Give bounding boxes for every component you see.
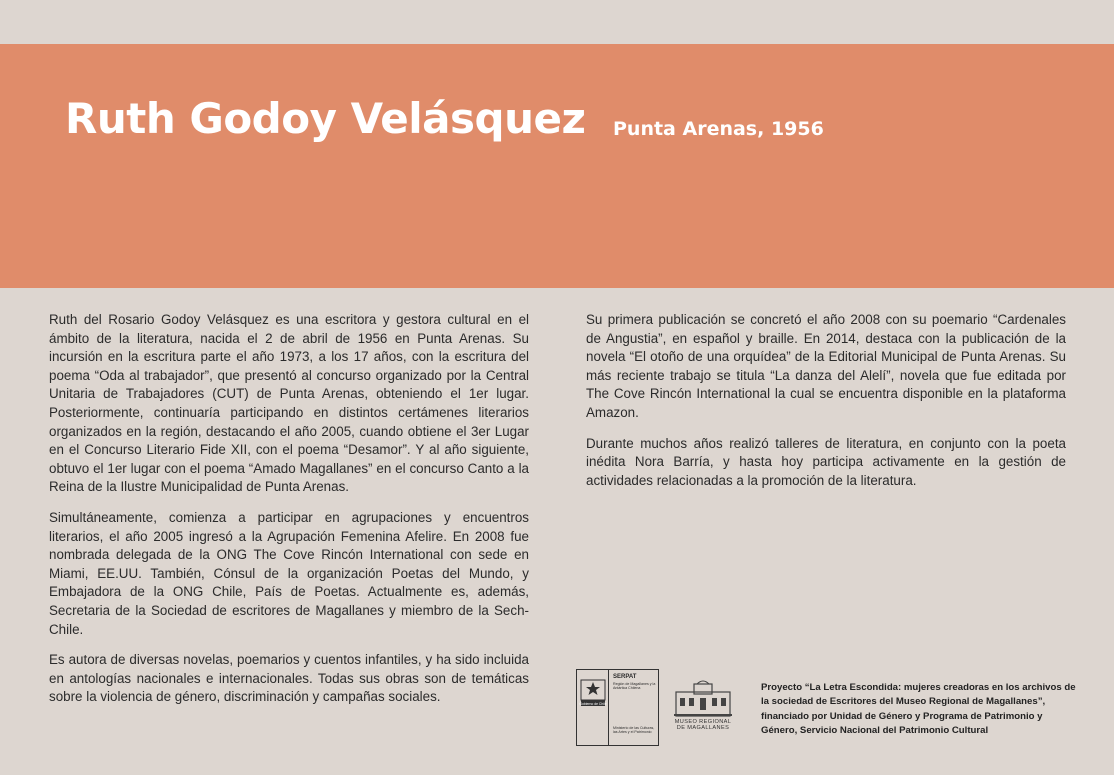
museum-building-icon: [670, 680, 736, 718]
museo-text: MUSEO REGIONAL DE MAGALLANES: [674, 719, 732, 732]
page-title: Ruth Godoy Velásquez: [65, 94, 586, 143]
serpat-region: Región de Magallanes y la Antártica Chilena: [613, 682, 656, 691]
paragraph: Ruth del Rosario Godoy Velásquez es una escritora y gestora cultural en el ámbito de la literatura, nacida el 2 de abril de 1956 en Punta Arenas. Su incursión en la escritura parte el año 1973, a los 17 años, con la escritura del poema “Oda al trabajador”, que presentó al concurso organizado por la Central Unitaria de Trabajadores (CUT) de Punta Arenas, obteniendo el 1er lugar. Posteriormente, continuaría participando en distintos certámenes literarios organizados en la región, destacando el año 2005, cuando obtiene el 3er Lugar en el Concurso Literario Fide XII, con el poema “Desamor”. Y al año siguiente, obtuvo el 1er lugar con el poema “Amado Magallanes” en el concurso Canto a la Reina de la Ilustre Municipalidad de Punta Arenas.: [49, 312, 529, 495]
paragraph: Es autora de diversas novelas, poemarios y cuentos infantiles, y ha sido incluida en antologías nacionales e internacionales. Todas sus obras son de temáticas sobre la violencia de género, discriminación y campañas sociales.: [49, 652, 529, 705]
gov-text: Gobierno de Chile: [579, 702, 607, 706]
left-column: [49, 311, 529, 719]
serpat-logo: [576, 669, 659, 746]
right-column: [586, 311, 1066, 502]
paragraph: Simultáneamente, comienza a participar en agrupaciones y encuentros literarios, el año 2005 ingresó a la Agrupación Femenina Afelire. En 2008 fue nombrada delegada de la ONG The Cove Rincón International con sede en Miami, EE.UU. También, Cónsul de la organización Poetas del Mundo, y Embajadora de la ONG Chile, País de Poetas. Actualmente es, además, Secretaria de la Sociedad de escritores de Magallanes y miembro de la Sech-Chile.: [49, 509, 529, 637]
serpat-title: SERPAT: [613, 674, 637, 680]
museo-logo: [670, 680, 736, 740]
serpat-ministry: Ministerio de las Culturas, las Artes y el Patrimonio: [613, 726, 655, 735]
paragraph: Su primera publicación se concretó el año 2008 con su poemario “Cardenales de Angustia”, en español y braille. En 2014, destaca con la publicación de la novela “El otoño de una orquídea” de la Editorial Municipal de Punta Arenas. Su más reciente trabajo se titula “La danza del Alelí”, novela que fue editada por The Cove Rincón International la cual se encuentra disponible en la plataforma Amazon.: [586, 312, 1066, 420]
page-subtitle: Punta Arenas, 1956: [613, 118, 824, 140]
header-banner: [0, 44, 1114, 288]
project-credit: Proyecto “La Letra Escondida: mujeres creadoras en los archivos de la sociedad de Escritores del Museo Regional de Magallanes”, financiado por Unidad de Género y Programa de Patrimonio y Género, Servicio Nacional del Patrimonio Cultural: [761, 682, 1076, 737]
paragraph: Durante muchos años realizó talleres de literatura, en conjunto con la poeta inédita Nora Barría, y hasta hoy participa activamente en la gestión de actividades relacionadas a la promoción de la literatura.: [586, 435, 1066, 488]
chile-shield-icon: [581, 676, 605, 708]
logo-divider: [608, 670, 609, 745]
